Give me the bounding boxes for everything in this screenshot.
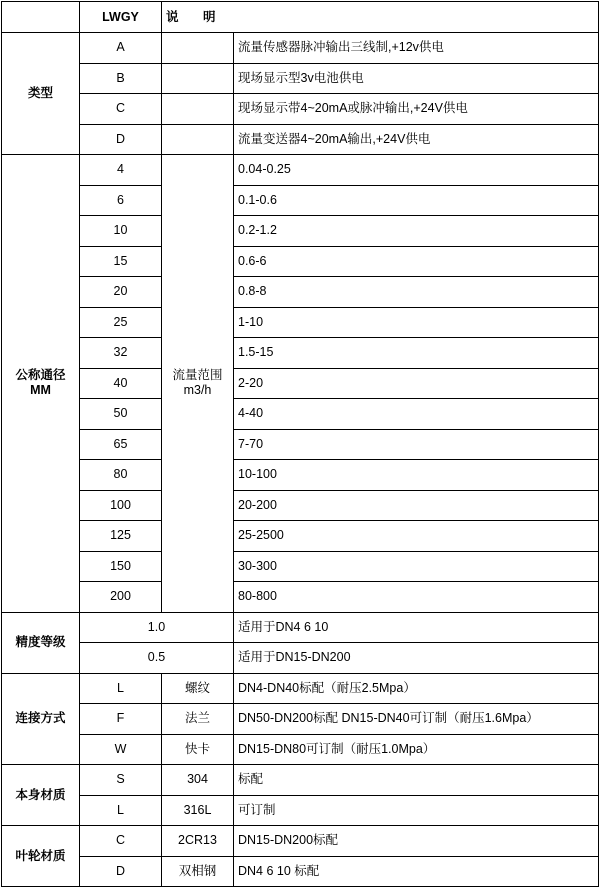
table-row (2, 368, 599, 399)
code-cell: L (80, 673, 162, 704)
description-cell: 2-20 (234, 368, 599, 399)
header-description-cell: 说 明 (162, 2, 599, 33)
mid-cell (162, 124, 234, 155)
code-cell: 125 (80, 521, 162, 552)
mid-cell (162, 63, 234, 94)
description-cell: DN15-DN80可订制（耐压1.0Mpa） (234, 734, 599, 765)
code-cell: 65 (80, 429, 162, 460)
description-cell: 0.8-8 (234, 277, 599, 308)
table-row (2, 734, 599, 765)
table-row (2, 490, 599, 521)
mid-cell: 快卡 (162, 734, 234, 765)
code-cell: 1.0 (80, 612, 234, 643)
code-cell: F (80, 704, 162, 735)
code-cell: 32 (80, 338, 162, 369)
mid-cell: 法兰 (162, 704, 234, 735)
description-cell: 适用于DN15-DN200 (234, 643, 599, 674)
table-row (2, 185, 599, 216)
category-label-0: 类型 (2, 33, 80, 155)
table-row (2, 460, 599, 491)
code-cell: A (80, 33, 162, 64)
table-row (2, 856, 599, 887)
description-cell: 30-300 (234, 551, 599, 582)
description-cell: 流量变送器4~20mA输出,+24V供电 (234, 124, 599, 155)
description-cell: 10-100 (234, 460, 599, 491)
table-row (2, 124, 599, 155)
code-cell: B (80, 63, 162, 94)
category-label-4: 本身材质 (2, 765, 80, 826)
table-row (2, 155, 599, 186)
table-row (2, 338, 599, 369)
specification-table (1, 1, 599, 887)
description-cell: DN15-DN200标配 (234, 826, 599, 857)
table-row (2, 582, 599, 613)
code-cell: L (80, 795, 162, 826)
description-cell: 25-2500 (234, 521, 599, 552)
code-cell: 15 (80, 246, 162, 277)
table-row (2, 33, 599, 64)
description-cell: 可订制 (234, 795, 599, 826)
table-row (2, 643, 599, 674)
code-cell: 150 (80, 551, 162, 582)
table-row (2, 673, 599, 704)
mid-cell: 316L (162, 795, 234, 826)
code-cell: 50 (80, 399, 162, 430)
description-cell: 0.1-0.6 (234, 185, 599, 216)
table-row (2, 216, 599, 247)
description-cell: 1-10 (234, 307, 599, 338)
table-row (2, 704, 599, 735)
table-row (2, 246, 599, 277)
table-row (2, 765, 599, 796)
code-cell: C (80, 94, 162, 125)
mid-cell: 螺纹 (162, 673, 234, 704)
code-cell: 6 (80, 185, 162, 216)
description-cell: 标配 (234, 765, 599, 796)
mid-cell (162, 33, 234, 64)
table-row (2, 307, 599, 338)
code-cell: 200 (80, 582, 162, 613)
code-cell: 4 (80, 155, 162, 186)
table-row (2, 94, 599, 125)
table-row (2, 795, 599, 826)
code-cell: W (80, 734, 162, 765)
code-cell: 25 (80, 307, 162, 338)
header-model-cell: LWGY (80, 2, 162, 33)
description-cell: 现场显示带4~20mA或脉冲输出,+24V供电 (234, 94, 599, 125)
description-cell: 0.2-1.2 (234, 216, 599, 247)
description-cell: DN4 6 10 标配 (234, 856, 599, 887)
description-cell: DN50-DN200标配 DN15-DN40可订制（耐压1.6Mpa） (234, 704, 599, 735)
category-label-1: 公称通径 MM (2, 155, 80, 613)
code-cell: D (80, 124, 162, 155)
table-row (2, 826, 599, 857)
mid-cell: 双相钢 (162, 856, 234, 887)
table-row (2, 521, 599, 552)
description-cell: 流量传感器脉冲输出三线制,+12v供电 (234, 33, 599, 64)
description-cell: DN4-DN40标配（耐压2.5Mpa） (234, 673, 599, 704)
description-cell: 0.6-6 (234, 246, 599, 277)
code-cell: 100 (80, 490, 162, 521)
code-cell: D (80, 856, 162, 887)
category-label-2: 精度等级 (2, 612, 80, 673)
mid-cell: 304 (162, 765, 234, 796)
table-row (2, 429, 599, 460)
code-cell: 10 (80, 216, 162, 247)
range-label-cell: 流量范围 m3/h (162, 155, 234, 613)
code-cell: C (80, 826, 162, 857)
category-label-3: 连接方式 (2, 673, 80, 765)
category-label-5: 叶轮材质 (2, 826, 80, 887)
table-row (2, 63, 599, 94)
code-cell: 40 (80, 368, 162, 399)
table-row (2, 612, 599, 643)
mid-cell (162, 94, 234, 125)
description-cell: 0.04-0.25 (234, 155, 599, 186)
description-cell: 80-800 (234, 582, 599, 613)
description-cell: 适用于DN4 6 10 (234, 612, 599, 643)
description-cell: 4-40 (234, 399, 599, 430)
description-cell: 现场显示型3v电池供电 (234, 63, 599, 94)
header-blank-cell (2, 2, 80, 33)
table-row (2, 277, 599, 308)
code-cell: 80 (80, 460, 162, 491)
table-header-row (2, 2, 599, 33)
description-cell: 7-70 (234, 429, 599, 460)
code-cell: 20 (80, 277, 162, 308)
mid-cell: 2CR13 (162, 826, 234, 857)
table-row (2, 551, 599, 582)
description-cell: 1.5-15 (234, 338, 599, 369)
code-cell: S (80, 765, 162, 796)
code-cell: 0.5 (80, 643, 234, 674)
description-cell: 20-200 (234, 490, 599, 521)
table-row (2, 399, 599, 430)
